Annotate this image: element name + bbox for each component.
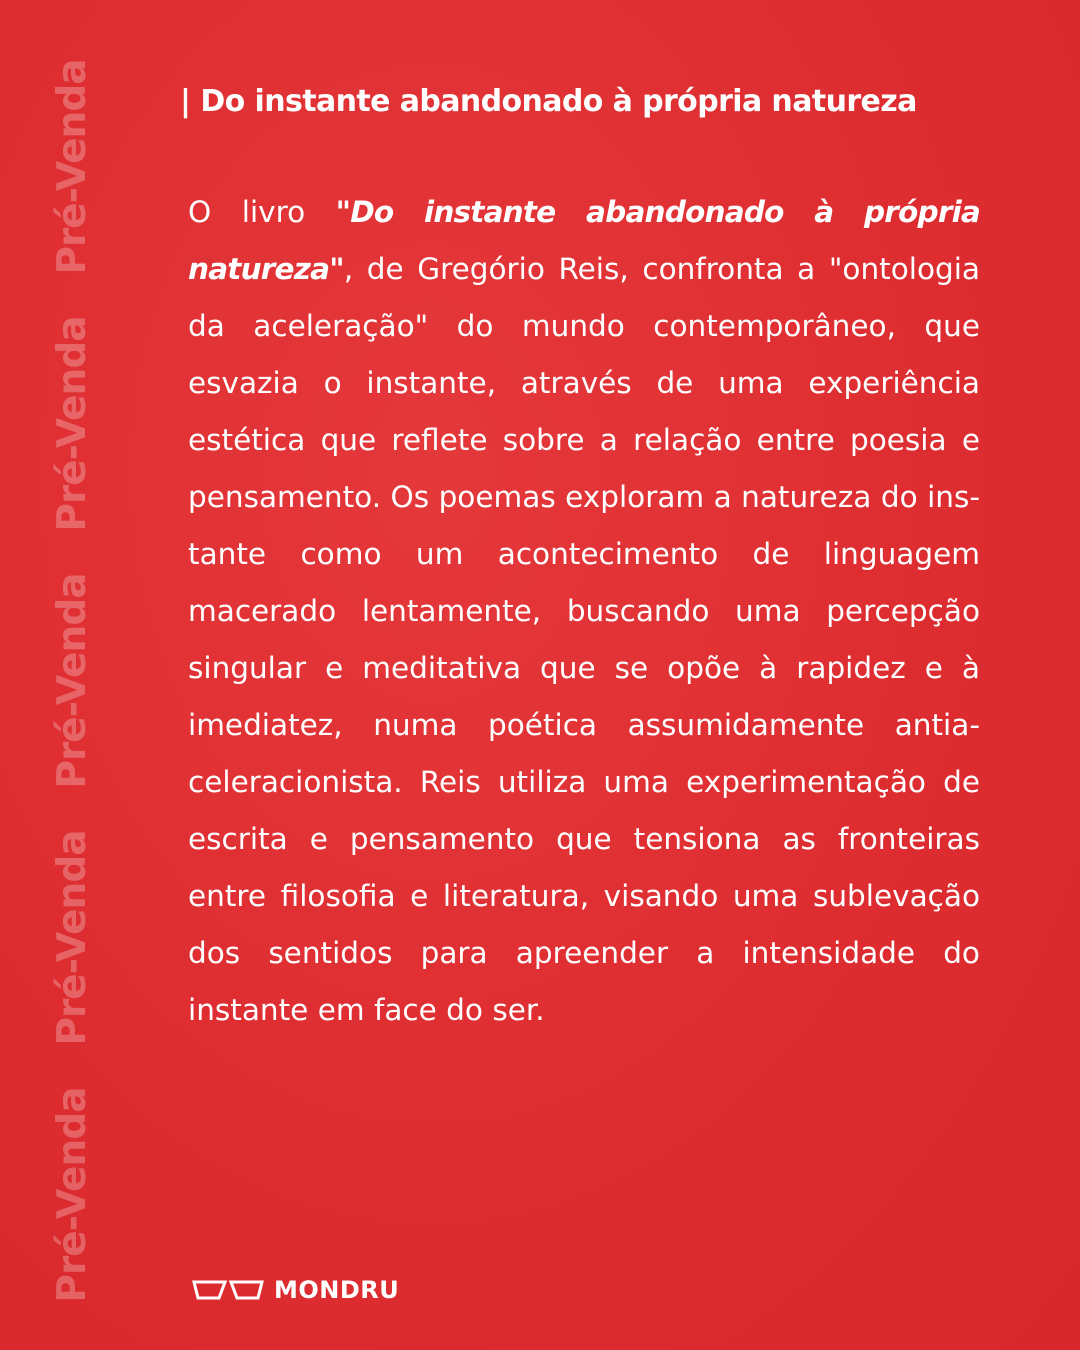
book-title: "Do instante abandonado à própria natureza"	[188, 195, 980, 286]
pre-venda-strip	[0, 0, 150, 1350]
pre-venda-label: Pré-Venda	[50, 316, 95, 532]
brand-logo	[192, 1276, 399, 1304]
description-text: , de Gregório Reis, confronta a "ontologia da aceleração" do mundo contemporâneo, que esvazia o instante, através de uma experiência estética que reflete sobre a relação entre poesia e pensamento. Os poemas exploram a natureza do instante como um acontecimento de linguagem macerado lentamente, buscando uma percepção singular e meditativa que se opõe à rapidez e à imediatez, numa poética assumidamente antiaceleracionista. Reis utiliza uma experimentação de escrita e pensamento que tensiona as fronteiras entre filosofia e literatura, visando uma sublevação dos sentidos para apreender a intensidade do instante em face do ser.	[188, 252, 980, 1027]
book-description	[188, 184, 980, 1039]
mondru-logo-icon	[192, 1279, 264, 1301]
pre-venda-label: Pré-Venda	[50, 59, 95, 275]
pre-venda-label: Pré-Venda	[50, 1087, 95, 1303]
pre-venda-label: Pré-Venda	[50, 830, 95, 1046]
page-title	[180, 84, 917, 119]
brand-name: MONDRU	[274, 1276, 400, 1304]
title-text: Do instante abandonado à própria natureza	[200, 84, 917, 119]
description-intro: O livro	[188, 195, 336, 229]
pre-venda-label: Pré-Venda	[50, 573, 95, 789]
title-bar: |	[180, 84, 191, 119]
